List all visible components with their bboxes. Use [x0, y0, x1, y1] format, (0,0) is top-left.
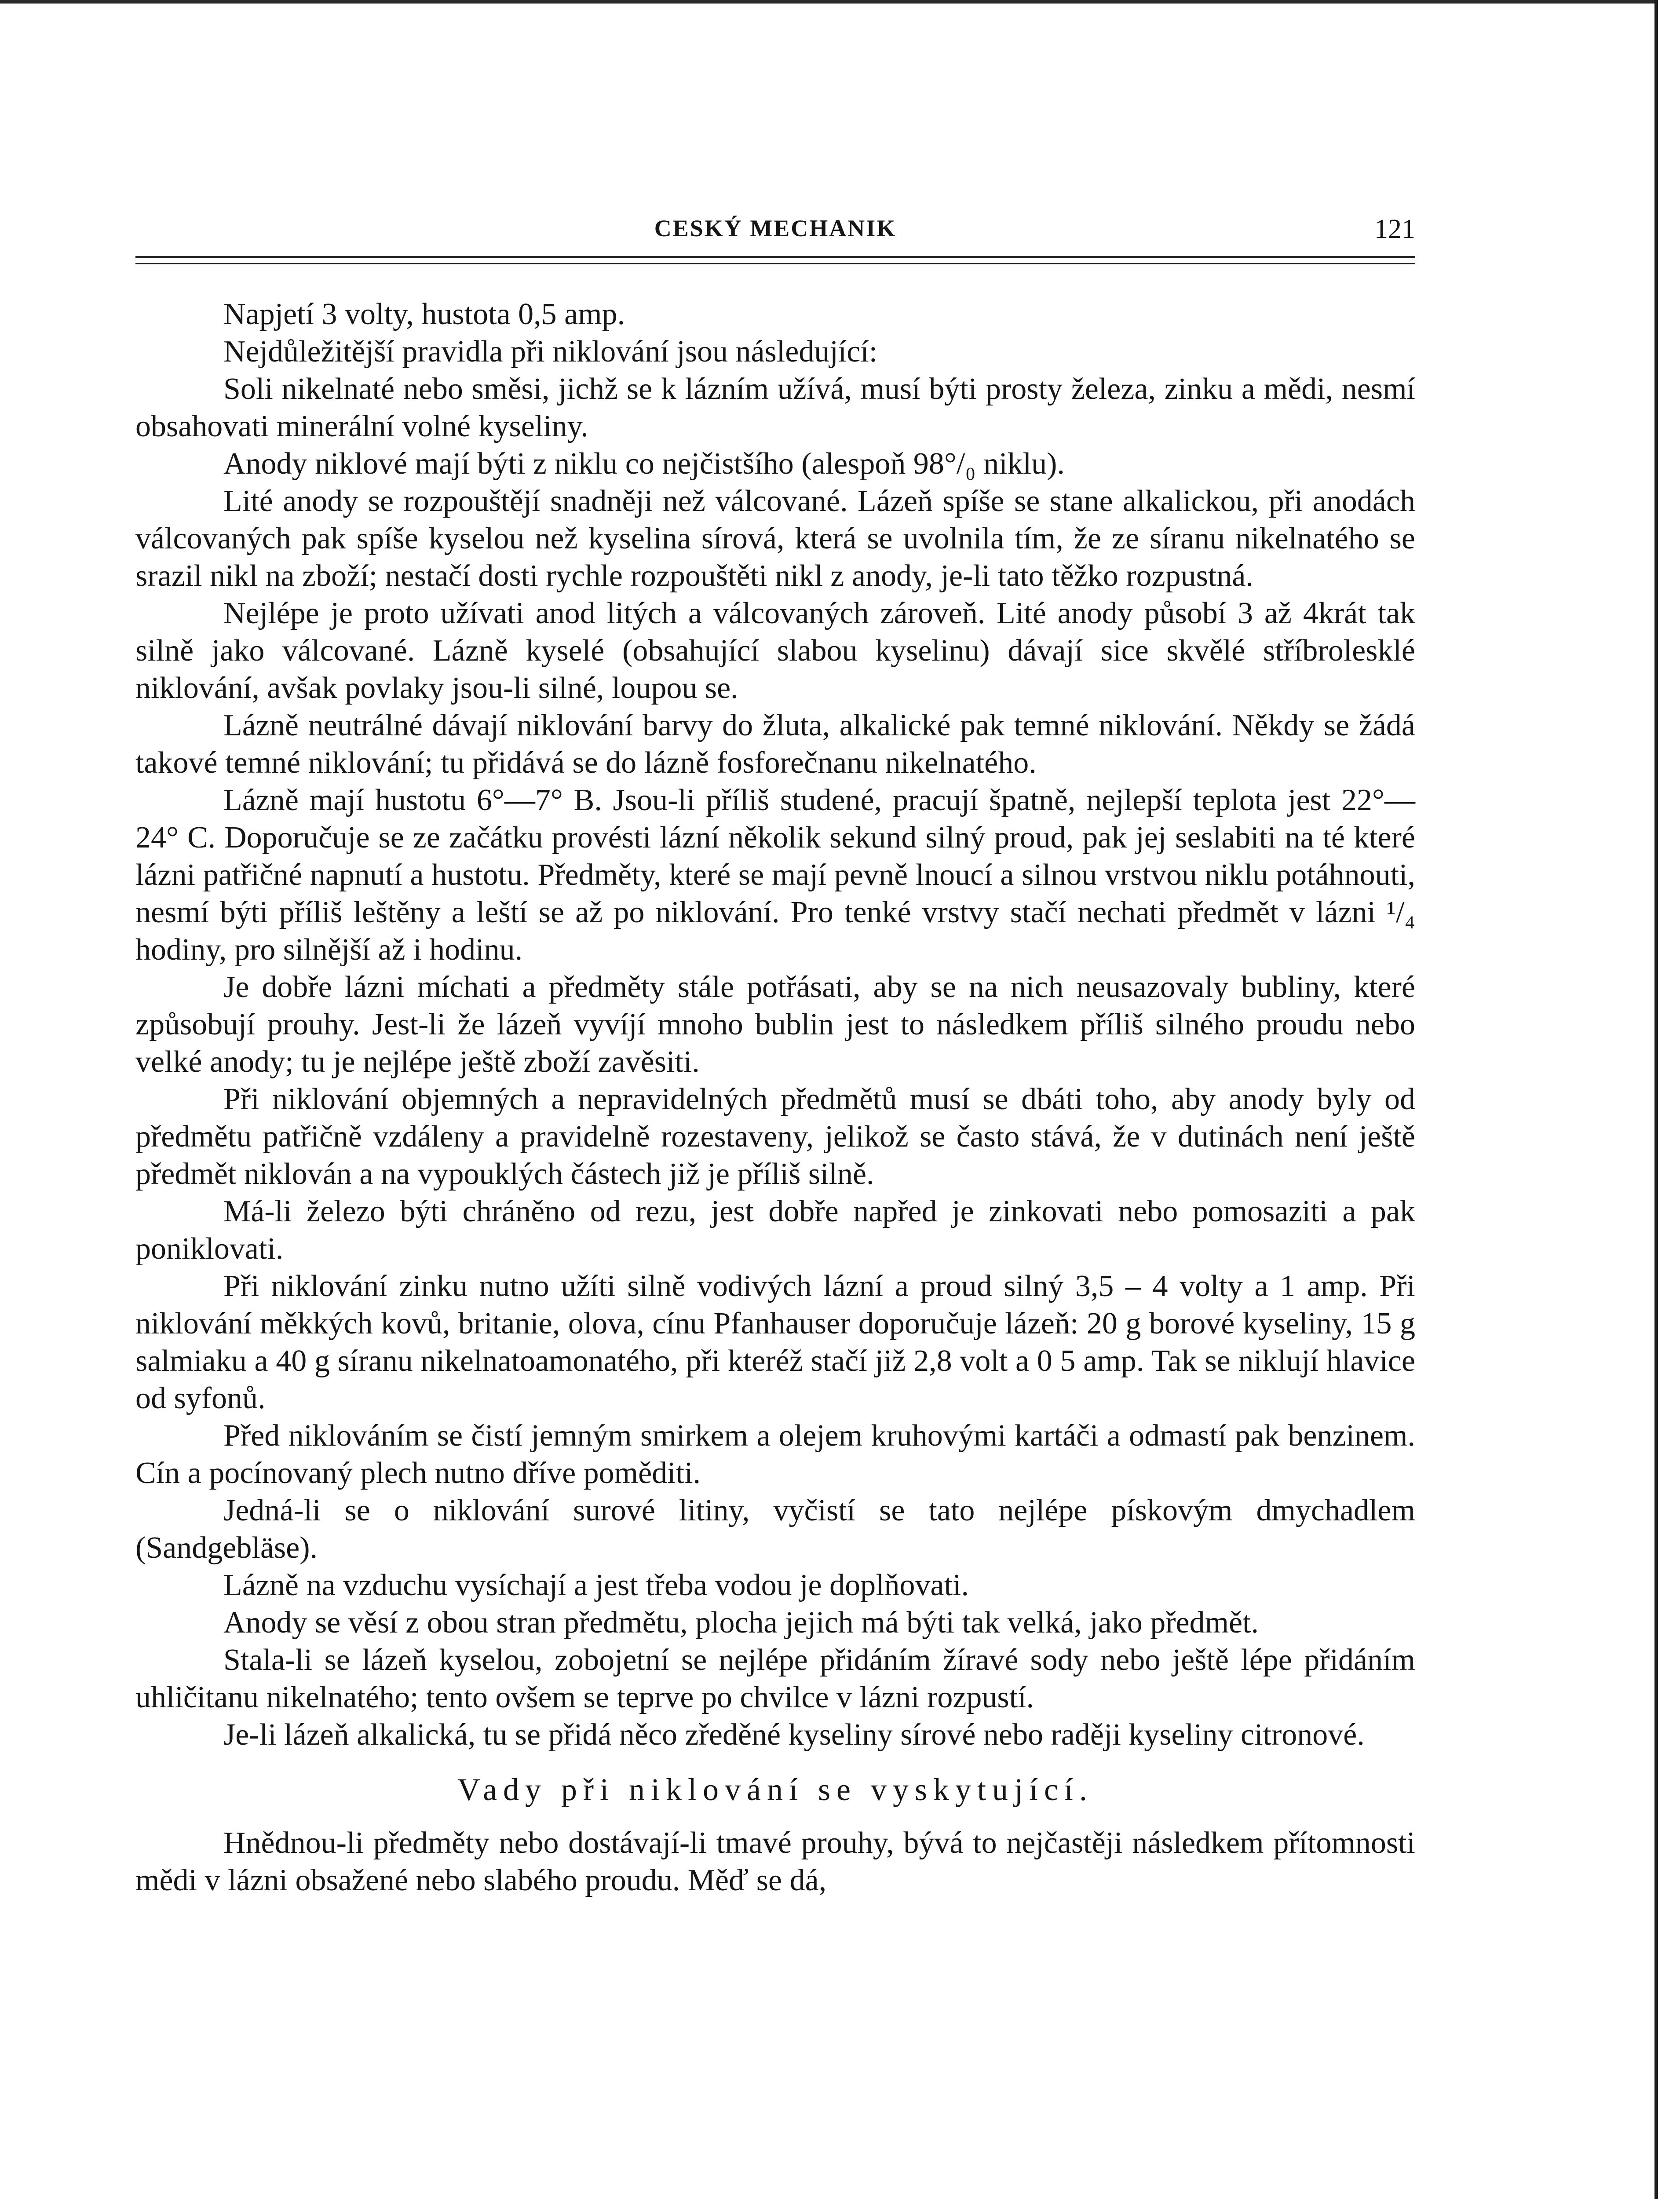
- paragraph: Napjetí 3 volty, hustota 0,5 amp.: [223, 297, 625, 331]
- paragraph: Anody niklové mají býti z niklu co nejčistšího (alespoň 98°/₀ niklu).: [223, 447, 1065, 481]
- paragraph: Lázně mají hustotu 6°—7° B. Jsou-li příliš studené, pracují špatně, nejlepší teplota jest 22°—24° C. Doporučuje se ze začátku provésti lázní několik sekund silný proud, pak jej seslabiti na té které lázni patřičné napnutí a hustotu. Předměty, které se mají pevně lnoucí a silnou vrstvou niklu potáhnouti, nesmí býti příliš leštěny a leští se až po niklování. Pro tenké vrstvy stačí nechati předmět v lázni ¹/₄ hodiny, pro silnější až i hodinu.: [135, 783, 1415, 967]
- header-rule-thick: [135, 256, 1415, 258]
- section-heading: Vady při niklování se vyskytující.: [457, 1772, 1093, 1807]
- paragraph: Soli nikelnaté nebo směsi, jichž se k lázním užívá, musí býti prosty železa, zinku a mědi, nesmí obsahovati minerální volné kyseliny.: [135, 372, 1415, 443]
- paragraph: Jedná-li se o niklování surové litiny, vyčistí se tato nejlépe pískovým dmychadlem (Sandgebläse).: [135, 1494, 1415, 1565]
- paragraph: Je dobře lázni míchati a předměty stále potřásati, aby se na nich neusazovaly bubliny, které způsobují prouhy. Jest-li že lázeň vyvíjí mnoho bublin jest to následkem příliš silného proudu nebo velké anody; tu je nejlépe ještě zboží zavěsiti.: [135, 970, 1415, 1079]
- paragraph: Má-li železo býti chráněno od rezu, jest dobře napřed je zinkovati nebo pomosaziti a pak poniklovati.: [135, 1194, 1415, 1266]
- paragraph: Před niklováním se čistí jemným smirkem a olejem kruhovými kartáči a odmastí pak benzinem. Cín a pocínovaný plech nutno dříve poměditi.: [135, 1419, 1415, 1490]
- paragraph: Při niklování objemných a nepravidelných předmětů musí se dbáti toho, aby anody byly od předmětu patřičně vzdáleny a pravidelně rozestaveny, jelikož se často stává, že v dutinách není ještě předmět niklován a na vypouklých částech již je příliš silně.: [135, 1082, 1415, 1191]
- paragraph: Nejdůležitější pravidla při niklování jsou následující:: [223, 335, 878, 369]
- page-number: 121: [1374, 214, 1415, 244]
- paragraph: Je-li lázeň alkalická, tu se přidá něco zředěné kyseliny sírové nebo raději kyseliny citronové.: [223, 1718, 1365, 1752]
- paragraph: Lázně neutrálné dávají niklování barvy do žluta, alkalické pak temné niklování. Někdy se žádá takové temné niklování; tu přidává se do lázně fosforečnanu nikelnatého.: [135, 709, 1415, 780]
- running-title: CESKÝ MECHANIK: [654, 215, 897, 241]
- paragraph: Anody se věsí z obou stran předmětu, plocha jejich má býti tak velká, jako předmět.: [223, 1606, 1259, 1640]
- scan-top-edge: [0, 0, 1658, 4]
- paragraph: Hnědnou-li předměty nebo dostávají-li tmavé prouhy, bývá to nejčastěji následkem přítomnosti mědi v lázni obsažené nebo slabého proudu. Měď se dá,: [135, 1826, 1415, 1897]
- paragraph: Při niklování zinku nutno užíti silně vodivých lázní a proud silný 3,5 – 4 volty a 1 amp. Při niklování měkkých kovů, britanie, olova, cínu Pfanhauser doporučuje lázeň: 20 g borové kyseliny, 15 g salmiaku a 40 g síranu nikelnatoamonatého, při kteréž stačí již 2,8 volt a 0 5 amp. Tak se niklují hlavice od syfonů.: [135, 1269, 1415, 1415]
- paragraph: Lázně na vzduchu vysíchají a jest třeba vodou je doplňovati.: [223, 1568, 969, 1602]
- paragraph: Nejlépe je proto užívati anod litých a válcovaných zároveň. Lité anody působí 3 až 4krát tak silně jako válcované. Lázně kyselé (obsahující slabou kyselinu) dávají sice skvělé stříbrolesklé niklování, avšak povlaky jsou-li silné, loupou se.: [135, 596, 1415, 705]
- paragraph: Lité anody se rozpouštějí snadněji než válcované. Lázeň spíše se stane alkalickou, při anodách válcovaných pak spíše kyselou než kyselina sírová, která se uvolnila tím, že ze síranu nikelnatého se srazil nikl na zboží; nestačí dosti rychle rozpouštěti nikl z anody, je-li tato těžko rozpustná.: [135, 484, 1415, 593]
- scan-right-edge: [1654, 0, 1658, 2199]
- paragraph: Stala-li se lázeň kyselou, zobojetní se nejlépe přidáním žíravé sody nebo ještě lépe přidáním uhličitanu nikelnatého; tento ovšem se teprve po chvilce v lázni rozpustí.: [135, 1643, 1415, 1714]
- running-header: [135, 213, 1415, 248]
- header-rule-thin: [135, 263, 1415, 264]
- page-body: [135, 296, 1415, 1899]
